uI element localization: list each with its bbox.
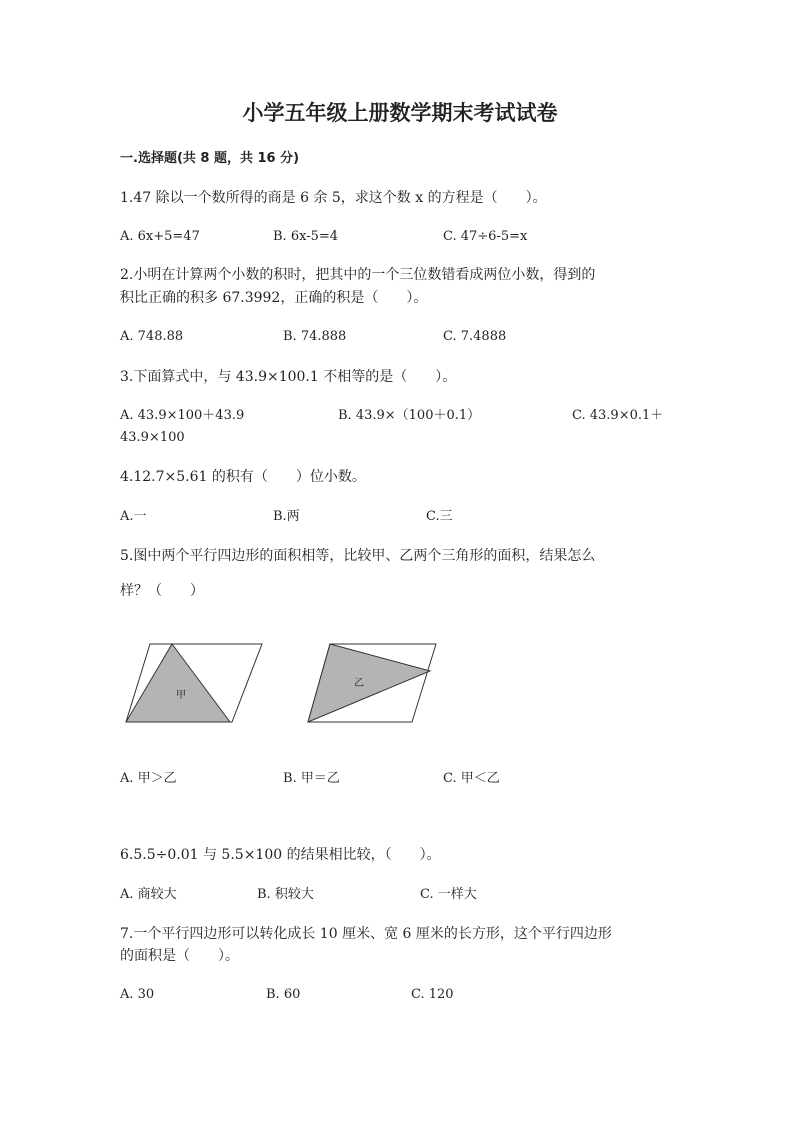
question-3-text: 3.下面算式中，与 43.9×100.1 不相等的是（ ）。 (120, 369, 457, 385)
question-6-text: 6.5.5÷0.01 与 5.5×100 的结果相比较，（ ）。 (120, 847, 441, 863)
question-7-text-line2: 的面积是（ ）。 (120, 948, 239, 964)
question-3-option-c-continued: 43.9×100 (120, 430, 185, 445)
parallelogram-figure-left (120, 638, 270, 728)
question-6-option-a[interactable]: A. 商较大 (120, 887, 177, 902)
question-5-option-c[interactable]: C. 甲＜乙 (443, 771, 500, 786)
question-6-option-c[interactable]: C. 一样大 (420, 887, 477, 902)
question-2-option-b[interactable]: B. 74.888 (283, 329, 347, 344)
question-1-option-b[interactable]: B. 6x-5=4 (273, 229, 339, 244)
question-2-text-line1: 2.小明在计算两个小数的积时，把其中的一个三位数错看成两位小数，得到的 (120, 267, 596, 283)
question-5-text-line2: 样？（ ） (120, 583, 204, 599)
question-7-option-c[interactable]: C. 120 (411, 987, 454, 1002)
question-5-option-a[interactable]: A. 甲＞乙 (120, 771, 177, 786)
question-3-option-a[interactable]: A. 43.9×100＋43.9 (120, 408, 245, 423)
question-2-option-a[interactable]: A. 748.88 (120, 329, 184, 344)
question-7-option-a[interactable]: A. 30 (120, 987, 155, 1002)
question-3-option-b[interactable]: B. 43.9×（100＋0.1） (338, 408, 481, 423)
question-7-text-line1: 7.一个平行四边形可以转化成长 10 厘米、宽 6 厘米的长方形，这个平行四边形 (120, 926, 612, 942)
question-6-option-b[interactable]: B. 积较大 (257, 887, 314, 902)
question-2-option-c[interactable]: C. 7.4888 (443, 329, 507, 344)
question-4-option-c[interactable]: C.三 (426, 509, 453, 524)
question-5-option-b[interactable]: B. 甲＝乙 (283, 771, 340, 786)
triangle-jia-label: 甲 (176, 690, 186, 701)
question-4-option-b[interactable]: B.两 (273, 509, 300, 524)
question-1-option-c[interactable]: C. 47÷6-5=x (443, 229, 528, 244)
question-2-text-line2: 积比正确的积多 67.3992，正确的积是（ ）。 (120, 290, 428, 306)
question-4-text: 4.12.7×5.61 的积有（ ）位小数。 (120, 469, 366, 485)
section-heading: 一.选择题(共 8 题，共 16 分) (120, 151, 300, 166)
triangle-jia (126, 644, 230, 722)
triangle-yi (308, 644, 430, 722)
question-4-option-a[interactable]: A.一 (120, 509, 147, 524)
triangle-yi-label: 乙 (354, 678, 364, 689)
question-7-option-b[interactable]: B. 60 (266, 987, 301, 1002)
question-1-option-a[interactable]: A. 6x+5=47 (120, 229, 200, 244)
page-title: 小学五年级上册数学期末考试试卷 (242, 101, 558, 125)
question-1-text: 1.47 除以一个数所得的商是 6 余 5，求这个数 x 的方程是（ ）。 (120, 190, 547, 206)
question-5-text-line1: 5.图中两个平行四边形的面积相等，比较甲、乙两个三角形的面积，结果怎么 (120, 548, 596, 564)
parallelogram-figure-right (302, 638, 442, 728)
question-3-option-c[interactable]: C. 43.9×0.1＋ (572, 408, 664, 423)
